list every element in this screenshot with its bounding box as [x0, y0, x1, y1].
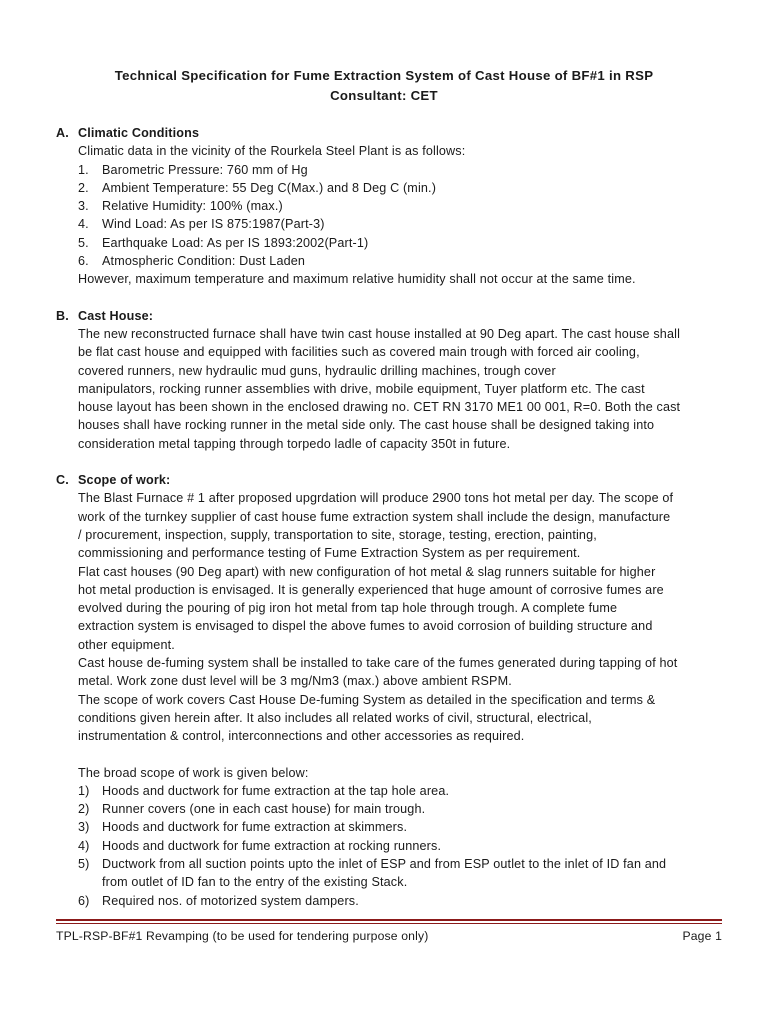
list-text: Required nos. of motorized system dampers.: [102, 893, 359, 908]
section-cast-house: [56, 307, 721, 453]
section-heading: [56, 307, 721, 325]
footer-divider: [56, 919, 722, 921]
list-text: Wind Load: As per IS 875:1987(Part-3): [102, 217, 325, 232]
list-text: Ambient Temperature: 55 Deg C(Max.) and 8 Deg C (min.): [102, 180, 437, 195]
paragraph: The broad scope of work is given below:: [78, 765, 309, 780]
text-line: commissioning and performance testing of Fume Extraction System as per requirement.: [78, 546, 581, 561]
title-line-2: Consultant: CET: [330, 88, 438, 103]
section-title: Climatic Conditions: [78, 126, 200, 140]
list-text: from outlet of ID fan to the entry of the existing Stack.: [102, 875, 408, 890]
list-number: 4.: [78, 217, 89, 232]
list-text: Atmospheric Condition: Dust Laden: [102, 254, 306, 269]
title-line-1: Technical Specification for Fume Extraction System of Cast House of BF#1 in RSP: [114, 68, 654, 83]
page-footer: [56, 927, 722, 945]
section-title: Cast House:: [78, 308, 154, 323]
list-number: 6.: [78, 254, 89, 269]
list-text: Hoods and ductwork for fume extraction at skimmers.: [102, 820, 408, 835]
list-item: [78, 818, 721, 836]
section-letter: A.: [56, 126, 69, 140]
section-heading: [56, 471, 721, 489]
text-line: extraction system is envisaged to dispel the above fumes to avoid corrosion of building structure and: [78, 619, 653, 634]
text-line: The Blast Furnace # 1 after proposed upgrdation will produce 2900 tons hot metal per day. The scope of: [78, 491, 674, 506]
text-line: evolved during the pouring of pig iron hot metal from tap hole through trough. A complete fume: [78, 601, 618, 616]
section-body: [78, 142, 721, 288]
section-body: [78, 489, 721, 910]
section-body: [78, 325, 721, 453]
list-item: [78, 215, 721, 233]
text-line: be flat cast house and equipped with facilities such as covered main trough with forced air cooling,: [78, 345, 640, 360]
text-line: instrumentation & control, interconnections and other accessories as required.: [78, 729, 525, 744]
section-letter: B.: [56, 308, 69, 323]
list-item: [78, 252, 721, 270]
list-text: Earthquake Load: As per IS 1893:2002(Part-1): [102, 235, 369, 250]
list-text: Relative Humidity: 100% (max.): [102, 199, 283, 214]
paragraph: However, maximum temperature and maximum relative humidity shall not occur at the same time.: [78, 272, 636, 287]
section-letter: C.: [56, 473, 69, 488]
text-line: metal. Work zone dust level will be 3 mg/Nm3 (max.) above ambient RSPM.: [78, 674, 512, 689]
list-text: Hoods and ductwork for fume extraction at the tap hole area.: [102, 783, 450, 798]
list-item: [78, 855, 721, 892]
list-number: 3): [78, 820, 90, 835]
list-text: Ductwork from all suction points upto the inlet of ESP and from ESP outlet to the inlet of ID fan and: [102, 856, 667, 871]
text-line: Flat cast houses (90 Deg apart) with new configuration of hot metal & slag runners suitable for higher: [78, 564, 656, 579]
text-line: work of the turnkey supplier of cast house fume extraction system shall include the design, manufacture: [78, 509, 671, 524]
list-number: 4): [78, 838, 90, 853]
list-number: 5): [78, 856, 90, 871]
list-text: Hoods and ductwork for fume extraction at rocking runners.: [102, 838, 442, 853]
text-line: manipulators, rocking runner assemblies with drive, mobile equipment, Tuyer platform etc. The cast: [78, 381, 645, 396]
list-text: Barometric Pressure: 760 mm of Hg: [102, 162, 308, 177]
spacer: [78, 746, 721, 764]
text-line: covered runners, new hydraulic mud guns, hydraulic drilling machines, trough cover: [78, 363, 556, 378]
list-number: 5.: [78, 235, 89, 250]
list-number: 1): [78, 783, 90, 798]
list-number: 2.: [78, 180, 89, 195]
list-item: [78, 197, 721, 215]
text-line: The scope of work covers Cast House De-fuming System as detailed in the specification and terms &: [78, 692, 656, 707]
footer-divider-thin: [56, 923, 722, 924]
document-body: [56, 124, 721, 928]
text-line: conditions given herein after. It also includes all related works of civil, structural, electrical,: [78, 710, 592, 725]
text-line: house layout has been shown in the enclosed drawing no. CET RN 3170 ME1 00 001, R=0. Both the cast: [78, 400, 681, 415]
text-line: The new reconstructed furnace shall have twin cast house installed at 90 Deg apart. The cast house shall: [78, 326, 681, 341]
list-text: Runner covers (one in each cast house) for main trough.: [102, 802, 426, 817]
list-number: 6): [78, 893, 90, 908]
list-item: [78, 800, 721, 818]
list-item: [78, 782, 721, 800]
section-heading: [56, 124, 721, 142]
text-line: / procurement, inspection, supply, transportation to site, storage, testing, erection, painting,: [78, 527, 597, 542]
section-title: Scope of work:: [78, 473, 171, 488]
text-line: other equipment.: [78, 637, 175, 652]
list-item: [78, 161, 721, 179]
text-line: consideration metal tapping through torpedo ladle of capacity 350t in future.: [78, 436, 511, 451]
list-number: 3.: [78, 199, 89, 214]
list-item: [78, 837, 721, 855]
paragraph: Climatic data in the vicinity of the Rourkela Steel Plant is as follows:: [78, 144, 466, 159]
text-line: houses shall have rocking runner in the metal side only. The cast house shall be designed taking into: [78, 418, 655, 433]
list-item: [78, 234, 721, 252]
text-line: hot metal production is envisaged. It is generally experienced that huge amount of corrosive fumes are: [78, 582, 664, 597]
document-title: [60, 66, 708, 106]
section-scope-of-work: [56, 471, 721, 910]
list-item: [78, 179, 721, 197]
page-number: Page 1: [682, 929, 722, 943]
section-climatic-conditions: [56, 124, 721, 289]
text-line: Cast house de-fuming system shall be installed to take care of the fumes generated during tapping of hot: [78, 656, 678, 671]
footer-document-label: TPL-RSP-BF#1 Revamping (to be used for tendering purpose only): [56, 929, 429, 943]
list-item: [78, 892, 721, 910]
list-number: 1.: [78, 162, 89, 177]
list-number: 2): [78, 802, 90, 817]
